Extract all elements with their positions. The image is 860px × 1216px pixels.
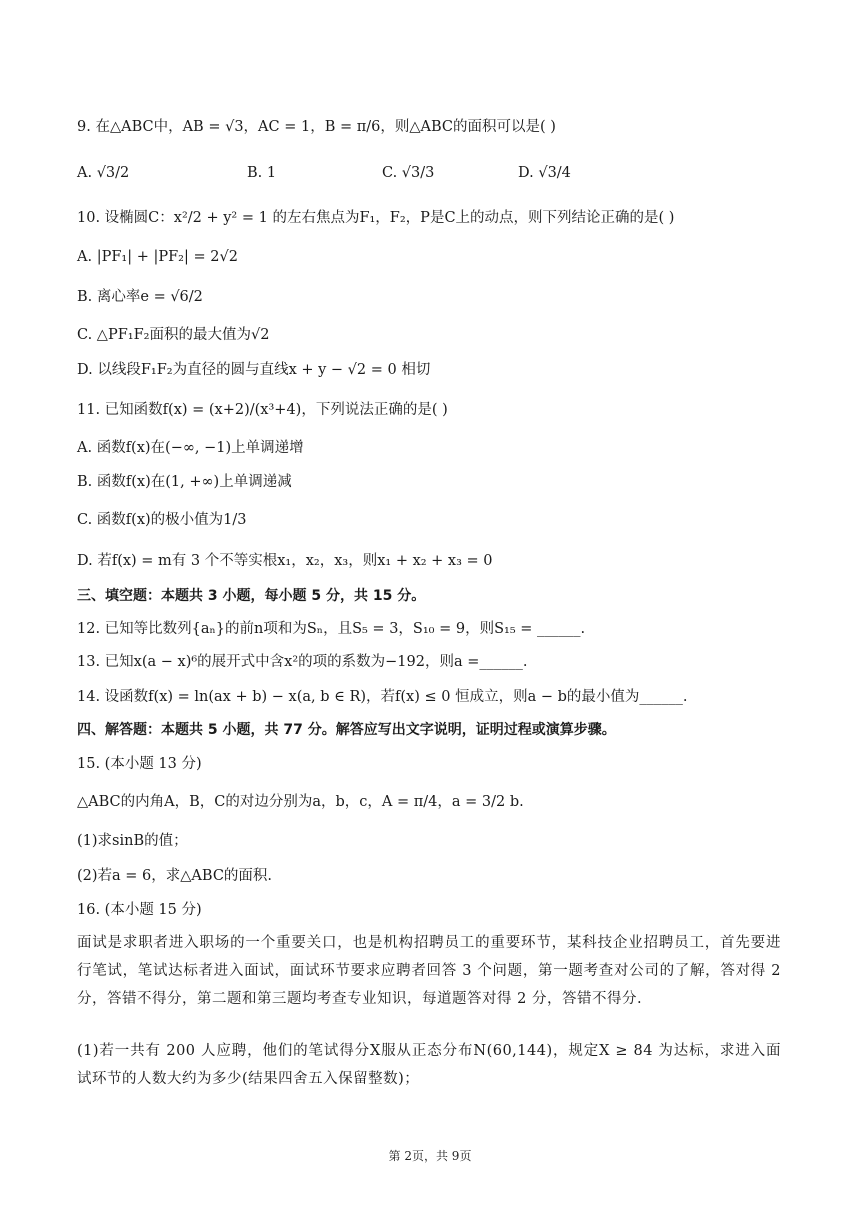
q9-option-b: B. 1 (247, 165, 277, 181)
q10-option-b: B. 离心率e = √6/2 (77, 289, 203, 305)
section-4-heading: 四、解答题：本题共 5 小题，共 77 分。解答应写出文字说明，证明过程或演算步骤。 (77, 722, 616, 738)
q11-option-a: A. 函数f(x)在(−∞, −1)上单调递增 (77, 440, 304, 456)
q10-option-a: A. |PF₁| + |PF₂| = 2√2 (77, 249, 238, 265)
page-footer: 第 2页，共 9页 (388, 1149, 472, 1163)
q15-title: 15. (本小题 13 分) (77, 756, 202, 772)
q16-part-1: (1)若一共有 200 人应聘，他们的笔试得分X服从正态分布N(60,144)，规定X ≥ 84 为达标，求进入面试环节的人数大约为多少(结果四舍五入保留整数)； (77, 1043, 781, 1087)
q10-option-d: D. 以线段F₁F₂为直径的圆与直线x + y − √2 = 0 相切 (77, 362, 431, 378)
q15-part-2: (2)若a = 6，求△ABC的面积. (77, 868, 273, 884)
q11-stem: 11. 已知函数f(x) = (x+2)/(x³+4)，下列说法正确的是( ) (77, 402, 448, 418)
q11-option-b: B. 函数f(x)在(1, +∞)上单调递减 (77, 474, 292, 490)
q16-title: 16. (本小题 15 分) (77, 902, 202, 918)
q10-option-c: C. △PF₁F₂面积的最大值为√2 (77, 327, 270, 343)
q12: 12. 已知等比数列{aₙ}的前n项和为Sₙ，且S₅ = 3，S₁₀ = 9，则S₁₅ = ______. (77, 621, 586, 637)
q15-part-1: (1)求sinB的值； (77, 833, 188, 849)
q14: 14. 设函数f(x) = ln(ax + b) − x(a, b ∈ R)，若f(x) ≤ 0 恒成立，则a − b的最小值为______. (77, 689, 688, 705)
q13: 13. 已知x(a − x)⁶的展开式中含x²的项的系数为−192，则a =______. (77, 654, 528, 670)
q9-stem: 9. 在△ABC中，AB = √3，AC = 1，B = π/6，则△ABC的面积可以是( ) (77, 119, 556, 135)
q10-stem: 10. 设椭圆C：x²/2 + y² = 1 的左右焦点为F₁，F₂，P是C上的动点，则下列结论正确的是( ) (77, 210, 675, 226)
q15-stem: △ABC的内角A，B，C的对边分别为a，b，c，A = π/4，a = 3/2 b. (77, 794, 524, 810)
q9-option-a: A. √3/2 (77, 165, 130, 181)
q11-option-c: C. 函数f(x)的极小值为1/3 (77, 512, 247, 528)
q16-paragraph: 面试是求职者进入职场的一个重要关口，也是机构招聘员工的重要环节，某科技企业招聘员工，首先要进行笔试，笔试达标者进入面试，面试环节要求应聘者回答 3 个问题，第一题考查对公司的了解，答对得 2 分，答错不得分，第二题和第三题均考查专业知识，每道题答对得 2 分，答错不得分. (77, 935, 781, 1007)
section-3-heading: 三、填空题：本题共 3 小题，每小题 5 分，共 15 分。 (77, 588, 426, 604)
q9-option-d: D. √3/4 (518, 165, 571, 181)
q9-option-c: C. √3/3 (382, 165, 435, 181)
q11-option-d: D. 若f(x) = m有 3 个不等实根x₁，x₂，x₃，则x₁ + x₂ + x₃ = 0 (77, 553, 493, 569)
